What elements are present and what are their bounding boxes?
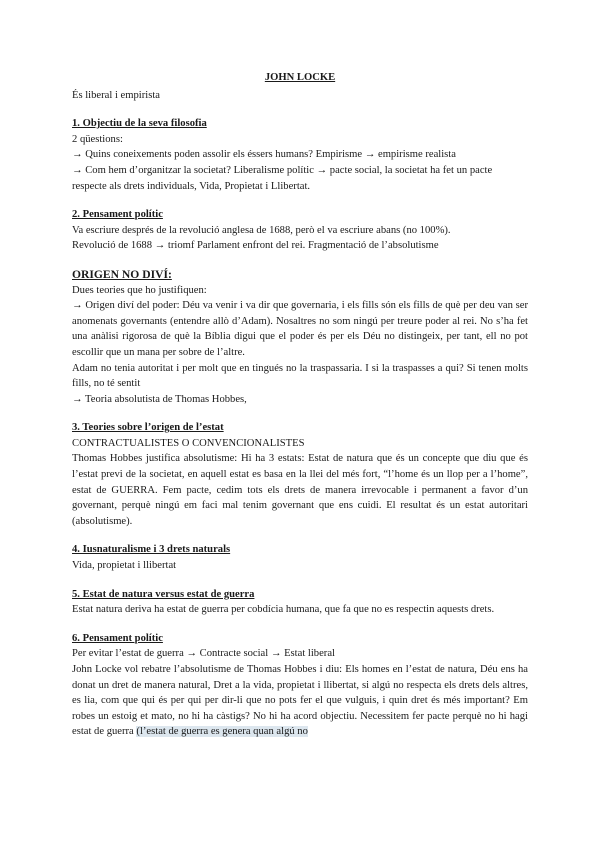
section-heading: 6. Pensament polític xyxy=(72,632,163,644)
paragraph: 2 qüestions: xyxy=(72,133,123,145)
paragraph: CONTRACTUALISTES O CONVENCIONALISTES xyxy=(72,437,305,449)
section-heading: 4. Iusnaturalisme i 3 drets naturals xyxy=(72,544,231,556)
highlighted-text: (l’estat de guerra es genera quan algú no xyxy=(136,726,308,738)
paragraph: Thomas Hobbes justifica absolutisme: Hi ha 3 estats: Estat de natura que és un concepte que diu que és l’estat previ de la societat, en aquell estat es basa en la llei del més fort, “l’home és un llop per a l’home”, estat de GUERRA. Fem pacte, cedim tots els drets de manera irrevocable i permanent a favor d’un governant, perquè ningú em faci mal tenim governant que ens cuidi. El resultat és un estat autoritari (absolutisme). xyxy=(72,453,528,527)
section-teories-origen-estat xyxy=(72,420,528,529)
section-heading: 3. Teories sobre l’origen de l’estat xyxy=(72,422,224,434)
paragraph: → Teoria absolutista de Thomas Hobbes, xyxy=(72,393,247,405)
paragraph: Vida, propietat i llibertat xyxy=(72,560,177,572)
paragraph: → Quins coneixements poden assolir els éssers humans? Empirisme → empirisme realista xyxy=(72,149,456,161)
section-estat-natura xyxy=(72,587,528,618)
document-title: JOHN LOCKE xyxy=(264,72,336,83)
section-heading: 1. Objectiu de la seva filosofia xyxy=(72,118,207,130)
paragraph xyxy=(72,662,528,740)
paragraph: Per evitar l’estat de guerra → Contracte social → Estat liberal xyxy=(72,648,335,660)
intro-text: És liberal i empirista xyxy=(72,89,160,101)
paragraph: Estat natura deriva ha estat de guerra per cobdícia humana, que fa que no es respectin aquests drets. xyxy=(72,604,495,616)
section-pensament-politic xyxy=(72,207,528,254)
section-objectiu xyxy=(72,116,528,194)
section-heading: 2. Pensament polític xyxy=(72,209,163,221)
paragraph: Va escriure després de la revolució anglesa de 1688, però el va escriure abans (no 100%). xyxy=(72,224,451,236)
section-iusnaturalisme xyxy=(72,542,528,573)
section-heading: 5. Estat de natura versus estat de guerra xyxy=(72,588,255,600)
paragraph: Revolució de 1688 → triomf Parlament enfront del rei. Fragmentació de l’absolutisme xyxy=(72,240,439,252)
section-heading: ORIGEN NO DIVÍ: xyxy=(72,267,172,281)
paragraph-text: John Locke vol rebatre l’absolutisme de Thomas Hobbes i diu: Els homes en l’estat de natura, Déu ens ha donat un dret de manera natural, Dret a la vida, propietat i llibertat, si algú no respecta els drets dels altres, es lia, com que qui és per qui per dir-li que no pots fer el que vulguis, i quin dret és més important? Em robes un estoig et mato, no hi ha càstigs? No hi ha acord objectiu. Necessitem fer pacte perquè no hi hagi estat de guerra xyxy=(72,664,528,738)
section-pensament-politic-2 xyxy=(72,631,528,740)
paragraph: → Origen diví del poder: Déu va venir i va dir que governaria, i els fills són els fills de què per deu van ser anomenats governants (entendre allò d’Adam). Nosaltres no som ningú per treure poder al rei. No s’ha fet una anàlisi rigorosa de què la Bíblia digui que el poder és per els Déu no distingeix, per tant, ell no pot escollir que un mana per sobre de l’altre. xyxy=(72,300,528,358)
paragraph: → Com hem d’organitzar la societat? Liberalisme polític → pacte social, la societat ha fet un pacte respecte als drets individuals, Vida, Propietat i Llibertat. xyxy=(72,164,493,192)
paragraph: Dues teories que ho justifiquen: xyxy=(72,284,207,296)
section-origen-no-divi xyxy=(72,267,528,407)
paragraph: Adam no tenia autoritat i per molt que en tingués no la traspassaria. I si la traspasses a qui? Si tenen molts fills, no té sentit xyxy=(72,362,528,390)
